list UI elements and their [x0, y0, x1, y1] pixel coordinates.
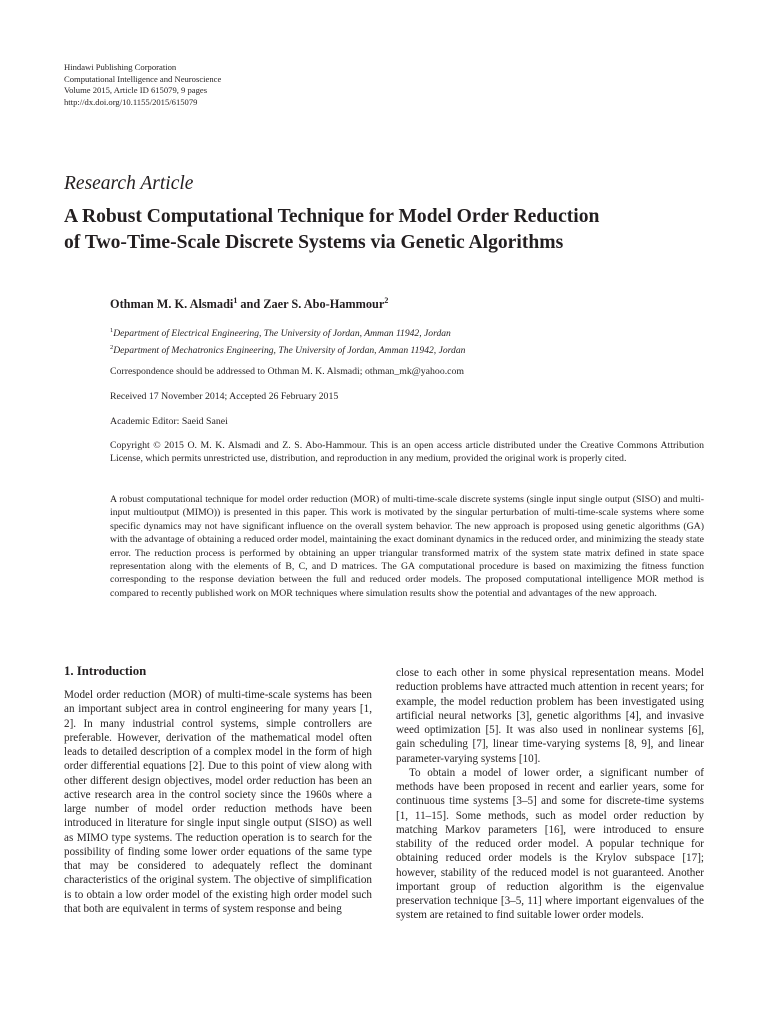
body-column-left	[64, 688, 372, 916]
section-heading-introduction: 1. Introduction	[64, 664, 147, 678]
title-line-1: A Robust Computational Technique for Model Order Reduction	[64, 206, 600, 227]
author-1-affil-mark: 1	[233, 296, 238, 305]
affiliation-1-mark: 1	[110, 327, 114, 334]
received-accepted-dates: Received 17 November 2014; Accepted 26 February 2015	[110, 391, 339, 402]
author-list	[110, 296, 388, 312]
affiliation-2	[110, 341, 465, 358]
article-type: Research Article	[64, 173, 194, 194]
intro-paragraph-1-continued: close to each other in some physical representation means. Model reduction problems have attracted much attention in recent years; for example, the model reduction problem has been investigated using artificial neural networks [3], genetic algorithms [4], and invasive weed optimization [5]. It was also used in nonlinear systems [6], gain scheduling [7], linear time-varying systems [8, 9], and linear parameter-varying systems [10].	[396, 667, 704, 765]
copyright-notice: Copyright © 2015 O. M. K. Alsmadi and Z. S. Abo-Hammour. This is an open access article distributed under the Creative Commons Attribution License, which permits unrestricted use, distribution, and reproduction in any medium, provided the original work is properly cited.	[110, 440, 704, 465]
affiliation-2-text: Department of Mechatronics Engineering, The University of Jordan, Amman 11942, Jordan	[113, 345, 466, 357]
title-line-2: of Two-Time-Scale Discrete Systems via Genetic Algorithms	[64, 232, 564, 253]
abstract: A robust computational technique for model order reduction (MOR) of multi-time-scale discrete systems (single input single output (SISO) and multi-input multioutput (MIMO)) is presented in this paper. This work is motivated by the singular perturbation of multi-time-scale systems where some specific dynamics may not have significant influence on the overall system behavior. The new approach is proposed using genetic algorithms (GA) with the advantage of obtaining a reduced order model, maintaining the exact dominant dynamics in the reduced order, and minimizing the steady state error. The reduction process is performed by obtaining an upper triangular transformed matrix of the system state matrix defined in state space representation along with the elements of B, C, and D matrices. The GA computational procedure is based on maximizing the fitness function corresponding to the response deviation between the full and reduced order models. The proposed computational intelligence MOR method is compared to recently published work on MOR techniques where simulation results show the potential and advantages of the new approach.	[110, 494, 704, 599]
correspondence: Correspondence should be addressed to Othman M. K. Alsmadi; othman_mk@yahoo.com	[110, 366, 465, 377]
intro-paragraph-1: Model order reduction (MOR) of multi-time-scale systems has been an important subject area in control engineering for many years [1, 2]. In many industrial control systems, simple controllers are preferable. However, derivation of the mathematical model often leads to detailed description of a complex model in the form of high order differential equations [2]. Due to this point of view along with other different design objectives, model order reduction has been an active research area in the control society since the 1960s where a large number of model order reduction methods have been introduced in literature for single input single output (SISO) as well as MIMO type systems. The reduction operation is to search for the possibility of finding some lower order equations of the same type that may be considered to adequately reflect the dominant characteristics of the original system. The objective of simplification is to obtain a low order model of the existing high order model such that both are equivalent in terms of system response and being	[64, 689, 372, 915]
paper-title	[64, 204, 724, 256]
author-conjunction: and	[237, 297, 264, 312]
volume-info: Volume 2015, Article ID 615079, 9 pages	[64, 85, 208, 96]
body-column-right	[396, 666, 704, 923]
affiliation-2-mark: 2	[110, 344, 114, 352]
affiliation-1-text: Department of Electrical Engineering, The University of Jordan, Amman 11942, Jordan	[113, 328, 451, 340]
author-1: Othman M. K. Alsmadi	[110, 297, 234, 312]
academic-editor: Academic Editor: Saeid Sanei	[110, 416, 228, 427]
author-2: Zaer S. Abo-Hammour	[263, 297, 385, 312]
publisher-name: Hindawi Publishing Corporation	[64, 62, 177, 72]
affiliation-1	[110, 324, 465, 341]
intro-paragraph-2: To obtain a model of lower order, a significant number of methods have been proposed in recent and earlier years, some for continuous time systems [3–5] and some for discrete-time systems [1, 11–15]. Some methods, such as model order reduction by matching Markov parameters [16], were introduced to ensure stability of the reduced order model. A popular technique for obtaining reduced order models is the Krylov subspace [17]; however, stability of the reduced model is not guaranteed. Another important group of reduction algorithm is the eigenvalue preservation technique [3–5, 11] where important eigenvalues of the system are retained to find suitable lower order models.	[396, 766, 704, 922]
doi-link[interactable]: http://dx.doi.org/10.1155/2015/615079	[64, 96, 198, 107]
author-2-affil-mark: 2	[384, 296, 389, 305]
journal-header	[64, 62, 221, 108]
journal-name: Computational Intelligence and Neuroscience	[64, 73, 222, 84]
affiliations	[110, 324, 465, 358]
